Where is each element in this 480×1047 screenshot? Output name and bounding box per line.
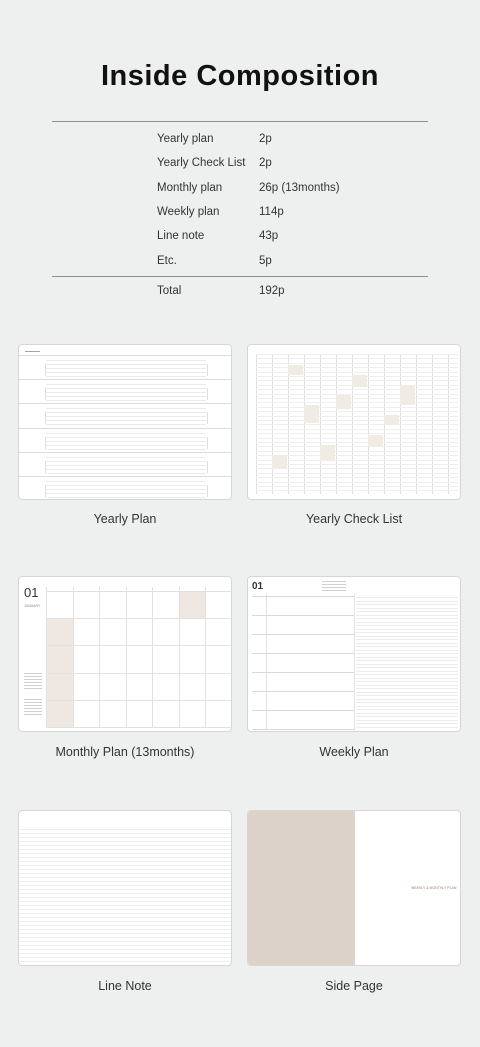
grid-line xyxy=(256,411,458,412)
divider-line xyxy=(45,437,46,449)
note-line xyxy=(356,664,458,665)
note-line xyxy=(19,873,232,874)
note-line xyxy=(19,881,232,882)
total-label: Total xyxy=(157,285,182,297)
grid-line xyxy=(46,587,47,727)
note-line xyxy=(19,897,232,898)
mini-calendar-line xyxy=(322,590,346,591)
divider-line xyxy=(207,485,208,497)
note-line xyxy=(356,604,458,605)
divider-line xyxy=(45,485,46,497)
ruling-line xyxy=(46,473,206,474)
grid-line xyxy=(46,591,232,592)
note-line xyxy=(19,841,232,842)
grid-line xyxy=(256,416,458,417)
grid-line xyxy=(256,407,458,408)
note-line xyxy=(356,692,458,693)
mini-calendar-line xyxy=(24,682,42,683)
note-line xyxy=(356,681,458,682)
page-title: Inside Composition xyxy=(100,60,380,92)
item-name: Monthly plan xyxy=(157,182,223,194)
weekly-plan-preview xyxy=(247,576,461,732)
note-line xyxy=(356,723,458,724)
divider-line xyxy=(45,461,46,473)
grid-line xyxy=(256,446,458,447)
item-pages: 114p xyxy=(259,206,284,218)
yearly-plan-row xyxy=(19,355,232,380)
caption-monthly-plan: Monthly Plan (13months) xyxy=(55,745,195,759)
composition-row xyxy=(157,206,284,218)
ruling-line xyxy=(46,384,206,385)
grid-line xyxy=(256,433,458,434)
ruling-line xyxy=(46,445,206,446)
note-line xyxy=(19,933,232,934)
month-name: JANUARY xyxy=(24,604,41,608)
total-pages: 192p xyxy=(259,285,285,297)
grid-line xyxy=(46,618,232,619)
item-pages: 2p xyxy=(259,133,272,145)
note-line xyxy=(356,678,458,679)
ruling-line xyxy=(46,424,206,425)
ruling-line xyxy=(46,497,206,498)
caption-side-page: Side Page xyxy=(325,979,383,993)
ruling-line xyxy=(46,396,206,397)
note-line xyxy=(19,905,232,906)
note-line xyxy=(19,845,232,846)
note-line xyxy=(356,639,458,640)
item-pages: 26p (13months) xyxy=(259,182,340,194)
highlight-cell xyxy=(368,435,383,447)
highlight-cell xyxy=(272,455,287,469)
line-note-preview xyxy=(18,810,232,966)
ruling-line xyxy=(46,368,206,369)
caption-line-note: Line Note xyxy=(98,979,152,993)
ruling-line xyxy=(46,469,206,470)
grid-line xyxy=(256,429,458,430)
ruling-line xyxy=(46,489,206,490)
yearly-plan-row xyxy=(19,403,232,428)
note-line xyxy=(19,941,232,942)
ruling-line xyxy=(46,433,206,434)
divider-line xyxy=(45,412,46,424)
note-line xyxy=(356,660,458,661)
yearly-plan-row xyxy=(19,379,232,404)
ruling-line xyxy=(46,465,206,466)
note-line xyxy=(19,957,232,958)
note-line xyxy=(19,901,232,902)
mini-calendar-line xyxy=(24,711,42,712)
caption-weekly-plan: Weekly Plan xyxy=(319,745,389,759)
grid-line xyxy=(46,700,232,701)
note-line xyxy=(19,917,232,918)
grid-line xyxy=(126,587,127,727)
day-row-line xyxy=(252,596,354,597)
composition-row xyxy=(157,255,272,267)
grid-line xyxy=(256,486,458,487)
highlight-cell xyxy=(384,415,399,425)
day-row-line xyxy=(252,710,354,711)
grid-line xyxy=(46,673,232,674)
page-header-text: ▬▬▬▬▬ xyxy=(25,349,40,353)
composition-row xyxy=(157,230,279,242)
grid-line xyxy=(99,587,100,727)
note-line xyxy=(356,646,458,647)
day-row-line xyxy=(252,729,354,730)
highlight-cell xyxy=(288,365,303,375)
item-name: Yearly plan xyxy=(157,133,214,145)
table-top-rule xyxy=(52,121,428,122)
side-page-preview xyxy=(247,810,461,966)
ruling-line xyxy=(46,449,206,450)
ruling-line xyxy=(46,416,206,417)
yearly-plan-row xyxy=(19,452,232,477)
note-line xyxy=(19,889,232,890)
composition-row xyxy=(157,182,340,194)
note-line xyxy=(19,893,232,894)
divider-line xyxy=(207,388,208,400)
grid-line xyxy=(46,645,232,646)
mini-calendar-line xyxy=(24,705,42,706)
grid-line xyxy=(256,354,458,355)
mini-calendar-line xyxy=(24,685,42,686)
month-number: 01 xyxy=(24,585,39,600)
grid-line xyxy=(179,587,180,727)
note-line xyxy=(356,608,458,609)
note-line xyxy=(19,937,232,938)
ruling-line xyxy=(46,441,206,442)
day-row-line xyxy=(252,691,354,692)
note-line xyxy=(19,857,232,858)
mini-calendar-line xyxy=(24,708,42,709)
grid-line xyxy=(46,727,232,728)
caption-yearly-plan: Yearly Plan xyxy=(93,512,157,526)
note-line xyxy=(356,632,458,633)
item-name: Etc. xyxy=(157,255,177,267)
note-line xyxy=(19,861,232,862)
composition-row xyxy=(157,133,272,145)
note-line xyxy=(356,713,458,714)
divider-line xyxy=(45,388,46,400)
grid-line xyxy=(256,363,458,364)
note-line xyxy=(356,650,458,651)
note-line xyxy=(19,961,232,962)
ruling-line xyxy=(46,372,206,373)
item-name: Weekly plan xyxy=(157,206,220,218)
highlight-cell xyxy=(304,405,319,423)
side-page-color-block xyxy=(248,811,355,966)
note-line xyxy=(356,653,458,654)
note-line xyxy=(356,657,458,658)
yearly-plan-preview xyxy=(18,344,232,500)
grid-line xyxy=(73,587,74,727)
note-line xyxy=(356,702,458,703)
table-total-rule xyxy=(52,276,428,277)
ruling-line xyxy=(46,388,206,389)
note-line xyxy=(356,643,458,644)
note-line xyxy=(356,695,458,696)
grid-line xyxy=(256,394,458,395)
highlight-cell xyxy=(179,591,206,618)
yearly-check-list-preview xyxy=(247,344,461,500)
grid-line xyxy=(152,587,153,727)
note-line xyxy=(356,615,458,616)
note-line xyxy=(19,885,232,886)
note-line xyxy=(356,622,458,623)
grid-line xyxy=(256,420,458,421)
day-row-line xyxy=(252,634,354,635)
side-page-label: WEEKLY & MONTHLY PLAN xyxy=(411,886,457,890)
mini-calendar-line xyxy=(322,587,346,588)
mini-calendar-line xyxy=(24,676,42,677)
day-row-line xyxy=(252,672,354,673)
ruling-line xyxy=(46,437,206,438)
ruling-line xyxy=(46,408,206,409)
composition-row xyxy=(157,157,272,169)
note-line xyxy=(19,837,232,838)
grid-line xyxy=(256,389,458,390)
mini-calendar-line xyxy=(24,673,42,674)
note-line xyxy=(356,688,458,689)
grid-line xyxy=(256,451,458,452)
mini-calendar-line xyxy=(322,581,346,582)
note-line xyxy=(356,629,458,630)
note-line xyxy=(19,853,232,854)
divider-line xyxy=(207,412,208,424)
ruling-line xyxy=(46,481,206,482)
item-name: Line note xyxy=(157,230,205,242)
grid-line xyxy=(256,367,458,368)
note-line xyxy=(356,720,458,721)
day-row-line xyxy=(252,653,354,654)
grid-line xyxy=(256,482,458,483)
note-line xyxy=(19,929,232,930)
grid-line xyxy=(256,398,458,399)
total-row xyxy=(157,285,285,297)
mini-calendar-line xyxy=(322,584,346,585)
note-line xyxy=(19,909,232,910)
note-line xyxy=(19,869,232,870)
yearly-plan-row xyxy=(19,428,232,453)
highlight-cell xyxy=(336,395,351,409)
day-row-line xyxy=(252,615,354,616)
note-line xyxy=(19,945,232,946)
note-line xyxy=(19,833,232,834)
note-line xyxy=(356,618,458,619)
divider-line xyxy=(45,364,46,376)
yearly-plan-row xyxy=(19,476,232,500)
ruling-line xyxy=(46,360,206,361)
ruling-line xyxy=(46,461,206,462)
ruling-line xyxy=(46,420,206,421)
mini-calendar-line xyxy=(24,679,42,680)
divider-line xyxy=(207,437,208,449)
note-line xyxy=(356,671,458,672)
grid-line xyxy=(256,358,458,359)
divider-line xyxy=(354,594,355,730)
note-line xyxy=(356,611,458,612)
divider-line xyxy=(207,461,208,473)
note-line xyxy=(19,921,232,922)
note-line xyxy=(356,636,458,637)
mini-calendar-line xyxy=(24,702,42,703)
mini-calendar-line xyxy=(24,688,42,689)
note-line xyxy=(19,949,232,950)
mini-calendar-line xyxy=(24,714,42,715)
grid-line xyxy=(256,442,458,443)
note-line xyxy=(356,667,458,668)
note-line xyxy=(356,706,458,707)
note-line xyxy=(356,597,458,598)
highlight-cell xyxy=(400,385,415,405)
grid-line xyxy=(256,424,458,425)
note-line xyxy=(356,674,458,675)
note-line xyxy=(19,953,232,954)
grid-line xyxy=(256,402,458,403)
grid-line xyxy=(256,372,458,373)
ruling-line xyxy=(46,364,206,365)
note-line xyxy=(356,699,458,700)
item-pages: 43p xyxy=(259,230,279,242)
grid-line xyxy=(256,490,458,491)
note-line xyxy=(356,685,458,686)
highlight-cell xyxy=(352,375,367,387)
grid-line xyxy=(256,438,458,439)
note-line xyxy=(356,716,458,717)
note-line xyxy=(356,625,458,626)
ruling-line xyxy=(46,457,206,458)
ruling-line xyxy=(46,485,206,486)
note-line xyxy=(356,727,458,728)
ruling-line xyxy=(46,400,206,401)
note-line xyxy=(19,913,232,914)
item-pages: 5p xyxy=(259,255,272,267)
grid-line xyxy=(256,477,458,478)
note-line xyxy=(356,709,458,710)
ruling-line xyxy=(46,376,206,377)
highlight-cell xyxy=(320,445,335,461)
note-line xyxy=(19,865,232,866)
item-pages: 2p xyxy=(259,157,272,169)
item-name: Yearly Check List xyxy=(157,157,246,169)
mini-calendar-line xyxy=(24,699,42,700)
caption-yearly-check-list: Yearly Check List xyxy=(305,512,403,526)
divider-line xyxy=(207,364,208,376)
note-line xyxy=(19,877,232,878)
ruling-line xyxy=(46,493,206,494)
note-line xyxy=(19,925,232,926)
grid-line xyxy=(256,473,458,474)
grid-line xyxy=(205,587,206,727)
ruling-line xyxy=(46,412,206,413)
week-month-number: 01 xyxy=(252,581,264,592)
note-line xyxy=(356,601,458,602)
monthly-plan-preview xyxy=(18,576,232,732)
ruling-line xyxy=(46,392,206,393)
note-line xyxy=(19,849,232,850)
note-line xyxy=(19,829,232,830)
